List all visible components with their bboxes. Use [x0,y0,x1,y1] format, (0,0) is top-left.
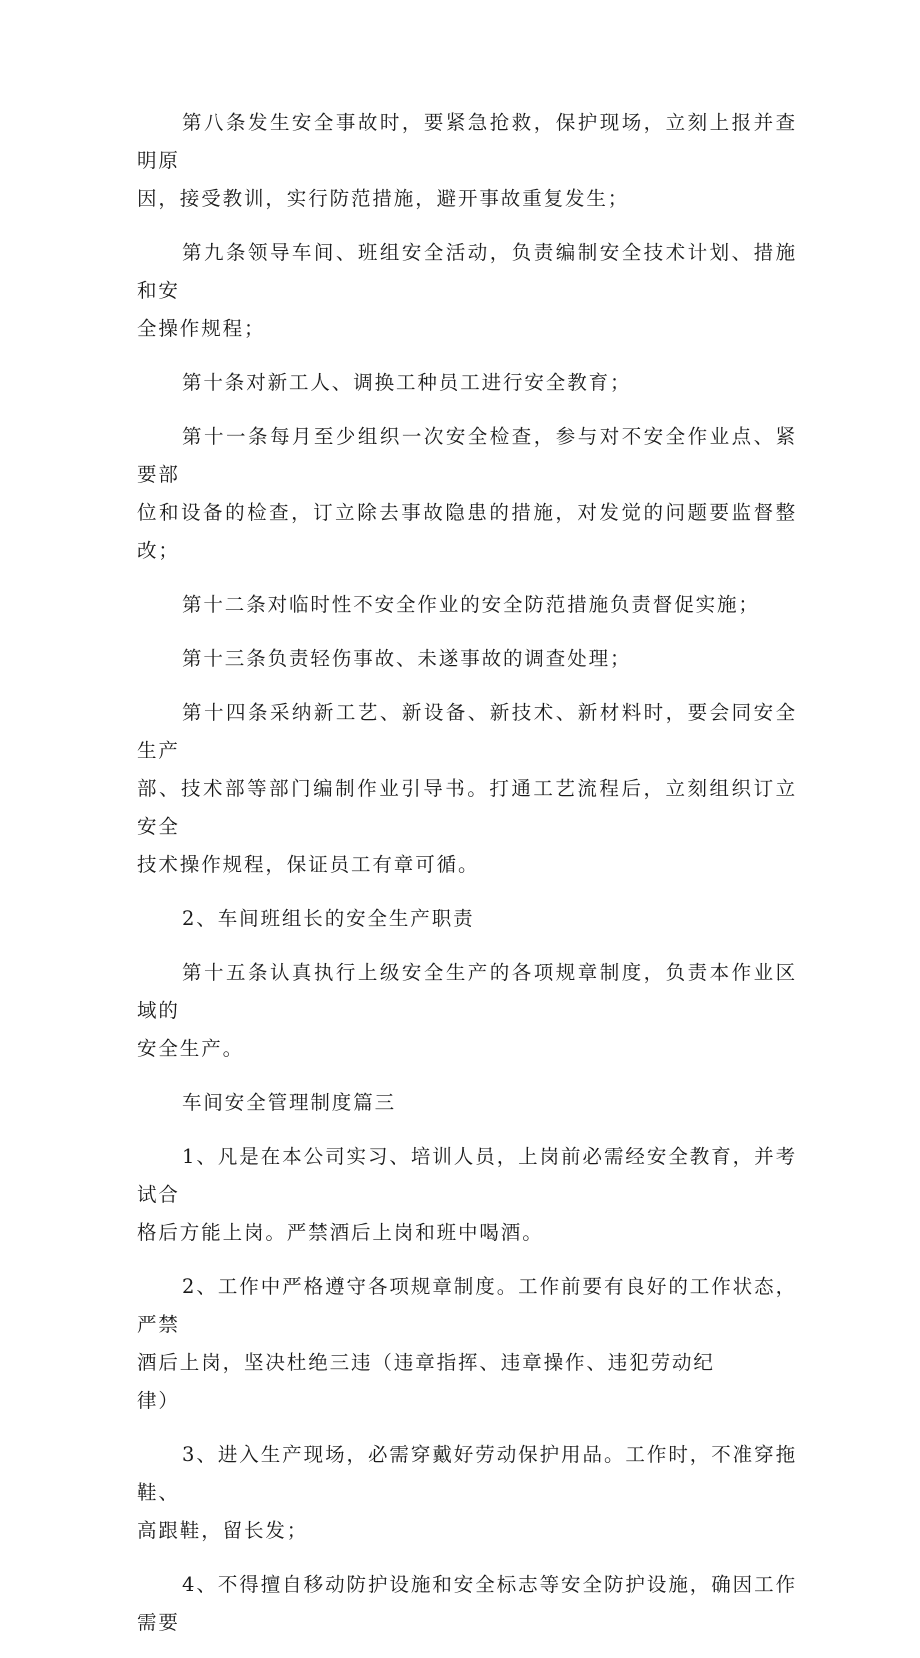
text-line: 安全生产。 [137,1037,245,1060]
paragraph-rule-4 [137,1566,797,1642]
text-line: 位和设备的检查，订立除去事故隐患的措施，对发觉的问题要监督整改； [137,501,797,562]
text-line: 全操作规程； [137,317,266,340]
text-line: 第八条发生安全事故时，要紧急抢救，保护现场，立刻上报并查明原 [137,111,797,172]
paragraph-article-14 [137,694,797,884]
paragraph-article-11 [137,418,797,570]
text-line: 第十三条负责轻伤事故、未遂事故的调查处理； [182,647,632,670]
paragraph-article-12 [137,586,797,624]
paragraph-article-8 [137,104,797,218]
paragraph-rule-1 [137,1138,797,1252]
paragraph-rule-3 [137,1436,797,1550]
section-heading-team-leader [137,900,797,938]
text-line: 2、车间班组长的安全生产职责 [182,907,475,930]
text-line: 第十五条认真执行上级安全生产的各项规章制度，负责本作业区域的 [137,961,797,1022]
text-line: 技术操作规程，保证员工有章可循。 [137,853,480,876]
text-line: 3、进入生产现场，必需穿戴好劳动保护用品。工作时，不准穿拖鞋、 [137,1443,797,1504]
paragraph-rule-2 [137,1268,797,1420]
paragraph-article-9 [137,234,797,348]
text-line: 格后方能上岗。严禁酒后上岗和班中喝酒。 [137,1221,544,1244]
text-line: 第十条对新工人、调换工种员工进行安全教育； [182,371,632,394]
text-line: 高跟鞋，留长发； [137,1519,309,1542]
section-heading-part-three [137,1084,797,1122]
text-line: 车间安全管理制度篇三 [182,1091,397,1114]
paragraph-article-10 [137,364,797,402]
document-body [137,104,797,1658]
paragraph-article-13 [137,640,797,678]
text-line: 1、凡是在本公司实习、培训人员，上岗前必需经安全教育，并考试合 [137,1145,797,1206]
text-line: 第九条领导车间、班组安全活动，负责编制安全技术计划、措施和安 [137,241,797,302]
text-line: 2、工作中严格遵守各项规章制度。工作前要有良好的工作状态，严禁 [137,1275,797,1336]
text-line: 4、不得擅自移动防护设施和安全标志等安全防护设施，确因工作需要 [137,1573,797,1634]
text-line: 第十二条对临时性不安全作业的安全防范措施负责督促实施； [182,593,760,616]
text-line: 律） [137,1389,180,1412]
paragraph-article-15 [137,954,797,1068]
text-line: 第十一条每月至少组织一次安全检查，参与对不安全作业点、紧要部 [137,425,797,486]
text-line: 部、技术部等部门编制作业引导书。打通工艺流程后，立刻组织订立安全 [137,777,797,838]
text-line: 因，接受教训，实行防范措施，避开事故重复发生； [137,187,630,210]
text-line: 第十四条采纳新工艺、新设备、新技术、新材料时，要会同安全生产 [137,701,797,762]
text-line: 酒后上岗，坚决杜绝三违（违章指挥、违章操作、违犯劳动纪 [137,1351,715,1374]
